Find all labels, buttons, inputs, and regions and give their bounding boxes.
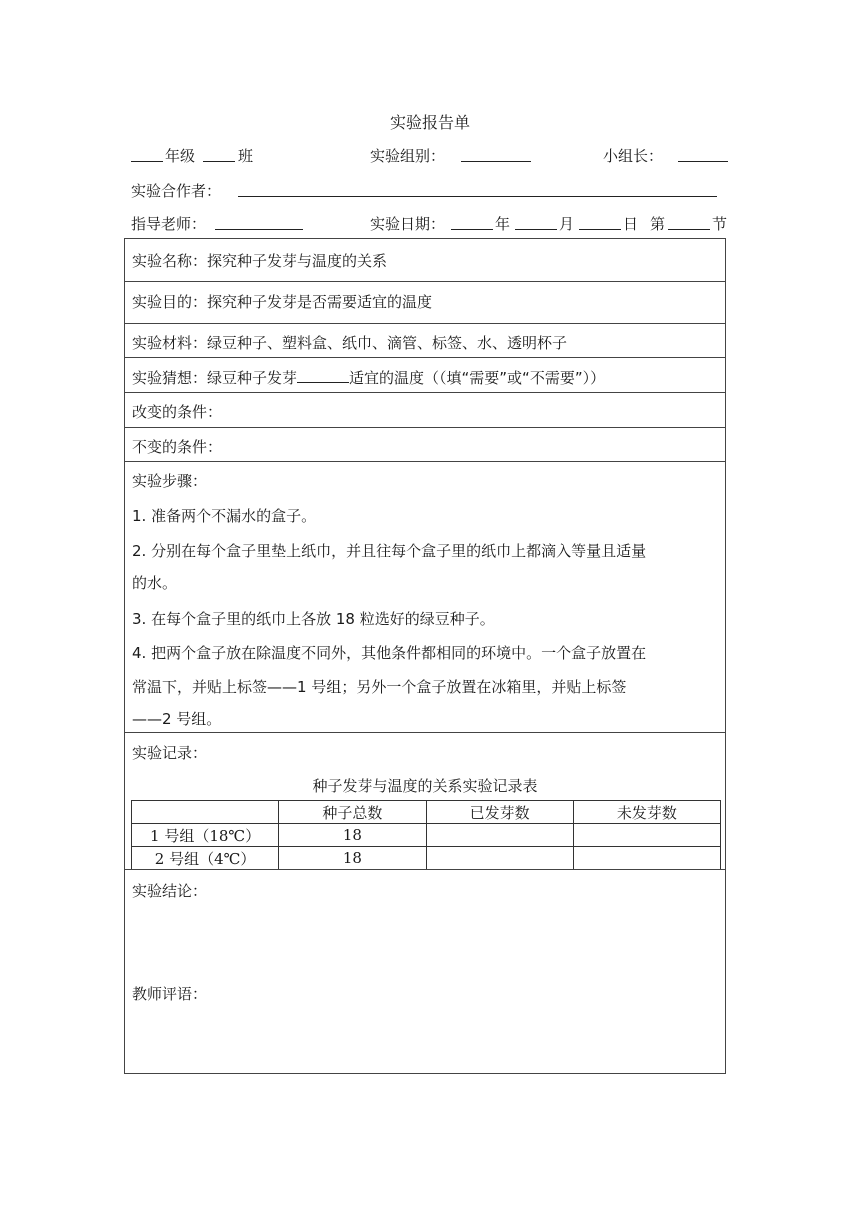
record-table-title: 种子发芽与温度的关系实验记录表 <box>312 777 538 795</box>
leader-label: 小组长： <box>603 147 664 165</box>
grade-label: 年级 <box>165 147 196 165</box>
table-cell: 18 <box>279 824 426 847</box>
table-cell[interactable] <box>426 847 573 870</box>
partners-blank[interactable] <box>238 180 717 197</box>
step-line: 常温下，并贴上标签——1 号组；另外一个盒子放置在冰箱里，并贴上标签 <box>132 678 627 696</box>
experiment-materials: 实验材料：绿豆种子、塑料盒、纸巾、滴管、标签、水、透明杯子 <box>132 334 568 352</box>
day-blank[interactable] <box>579 213 621 230</box>
teacher-comment-label: 教师评语： <box>132 985 208 1003</box>
table-cell[interactable] <box>426 824 573 847</box>
step-line: 的水。 <box>132 574 178 592</box>
table-row <box>132 847 721 870</box>
row-divider <box>125 323 725 324</box>
page-title: 实验报告单 <box>389 113 470 132</box>
step-line: 3. 在每个盒子里的纸巾上各放 18 粒选好的绿豆种子。 <box>132 610 495 628</box>
grade-blank[interactable] <box>131 145 163 162</box>
leader-blank[interactable] <box>678 145 728 162</box>
table-header-row <box>132 801 721 824</box>
class-blank[interactable] <box>203 145 235 162</box>
experiment-purpose: 实验目的：探究种子发芽是否需要适宜的温度 <box>132 293 433 311</box>
day-label: 日 <box>623 215 639 233</box>
row-divider <box>125 392 725 393</box>
class-label: 班 <box>238 147 254 165</box>
teacher-label: 指导老师： <box>131 215 207 233</box>
table-cell[interactable] <box>573 824 720 847</box>
table-row <box>132 824 721 847</box>
hypothesis-blank[interactable] <box>297 366 349 383</box>
table-cell: 2 号组（4℃） <box>132 847 279 870</box>
month-label: 月 <box>559 215 575 233</box>
table-cell: 18 <box>279 847 426 870</box>
changed-conditions: 改变的条件： <box>132 403 223 421</box>
experiment-hypothesis <box>132 366 605 388</box>
year-label: 年 <box>495 215 511 233</box>
step-line: 4. 把两个盒子放在除温度不同外，其他条件都相同的环境中。一个盒子放置在 <box>132 644 647 662</box>
table-header-cell: 种子总数 <box>279 801 426 824</box>
row-divider <box>125 427 725 428</box>
row-divider <box>125 732 725 733</box>
period-prefix: 第 <box>650 215 666 233</box>
period-blank[interactable] <box>668 213 710 230</box>
row-divider <box>125 281 725 282</box>
table-cell[interactable] <box>573 847 720 870</box>
hypothesis-suffix: 适宜的温度（（填“需要”或“不需要”）） <box>349 369 606 387</box>
group-label: 实验组别： <box>370 147 446 165</box>
month-blank[interactable] <box>515 213 557 230</box>
partners-label: 实验合作者： <box>131 182 222 200</box>
row-divider <box>125 869 725 870</box>
table-header-cell: 已发芽数 <box>426 801 573 824</box>
unchanged-conditions: 不变的条件： <box>132 438 223 456</box>
step-line: 2. 分别在每个盒子里垫上纸巾，并且往每个盒子里的纸巾上都滴入等量且适量 <box>132 542 647 560</box>
hypothesis-prefix: 实验猜想：绿豆种子发芽 <box>132 369 298 387</box>
year-blank[interactable] <box>451 213 493 230</box>
experiment-name: 实验名称：探究种子发芽与温度的关系 <box>132 252 388 270</box>
steps-label: 实验步骤： <box>132 472 208 490</box>
table-header-cell <box>132 801 279 824</box>
row-divider <box>125 357 725 358</box>
record-label: 实验记录： <box>132 744 208 762</box>
report-table <box>124 238 726 1074</box>
table-cell: 1 号组（18℃） <box>132 824 279 847</box>
table-header-cell: 未发芽数 <box>573 801 720 824</box>
group-blank[interactable] <box>461 145 531 162</box>
step-line: 1. 准备两个不漏水的盒子。 <box>132 507 317 525</box>
record-table <box>131 800 721 870</box>
conclusion-label: 实验结论： <box>132 882 208 900</box>
teacher-blank[interactable] <box>215 213 303 230</box>
step-line: ——2 号组。 <box>132 710 222 728</box>
period-suffix: 节 <box>712 215 728 233</box>
row-divider <box>125 461 725 462</box>
date-label: 实验日期： <box>370 215 446 233</box>
